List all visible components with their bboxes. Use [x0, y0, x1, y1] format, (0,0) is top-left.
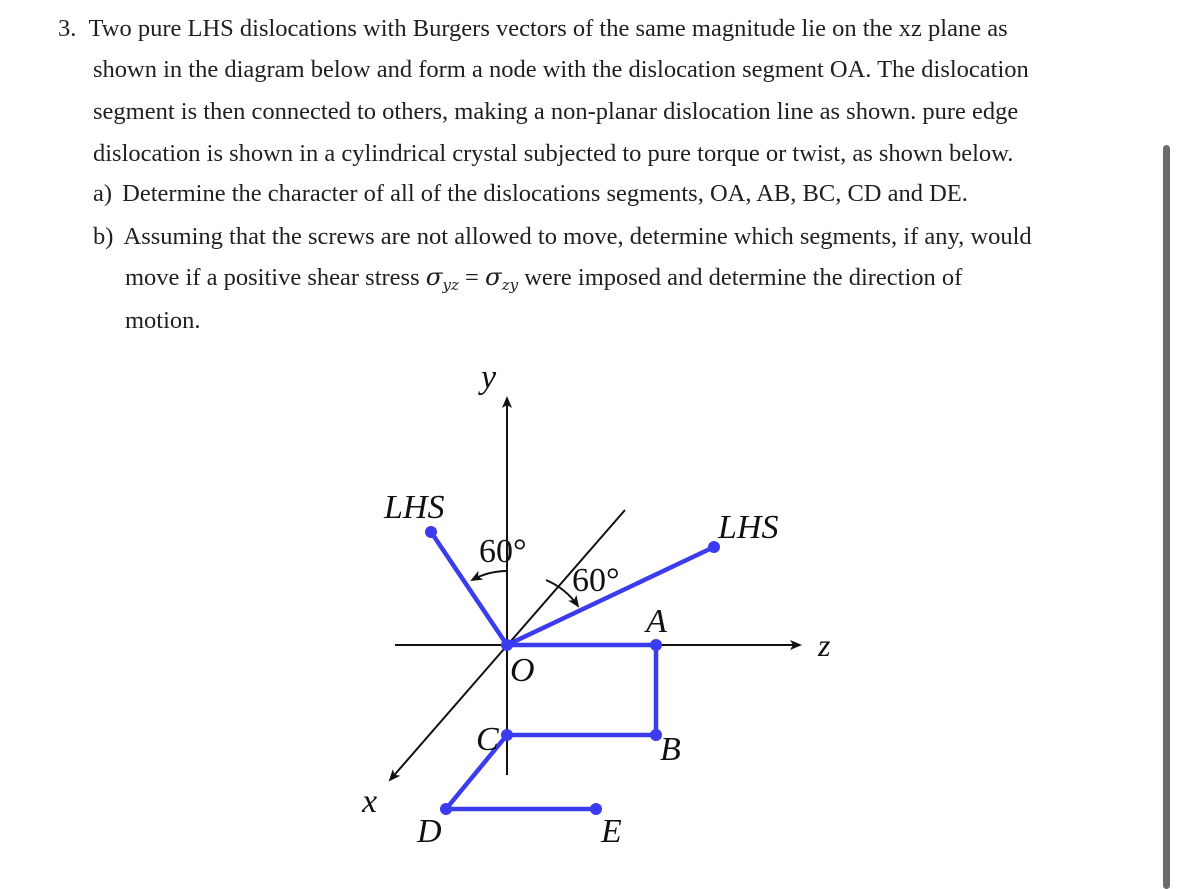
angle-arc-left	[472, 571, 507, 580]
equals-sign: =	[458, 264, 485, 291]
part-a-text: Determine the character of all of the dislocations segments, OA, AB, BC, CD and DE.	[122, 180, 968, 207]
subscript-zy: zy	[501, 276, 519, 294]
question-number: 3.	[58, 15, 77, 42]
point-e-label: E	[601, 813, 622, 850]
question-text-2: shown in the diagram below and form a node with the dislocation segment OA. The dislocation	[93, 56, 1029, 83]
vertical-scrollbar[interactable]	[1163, 145, 1170, 889]
angle-right-label: 60°	[572, 562, 620, 599]
point-a-label: A	[646, 603, 667, 640]
node-lhs-left-end	[425, 526, 437, 538]
question-text-1: Two pure LHS dislocations with Burgers vectors of the same magnitude lie on the xz plane as	[88, 15, 1008, 42]
node-o	[501, 639, 513, 651]
lhs-left-label: LHS	[384, 489, 445, 526]
node-c	[501, 729, 513, 741]
point-d-label: D	[417, 813, 442, 850]
question-text-4: dislocation is shown in a cylindrical crystal subjected to pure torque or twist, as shown below.	[93, 140, 1014, 167]
axis-z-label: z	[818, 627, 831, 663]
point-c-label: C	[476, 721, 499, 758]
point-b-label: B	[660, 731, 681, 768]
axis-x-label: x	[362, 783, 378, 820]
part-b-text-2-post: were imposed and determine the direction of	[518, 264, 963, 291]
node-a	[650, 639, 662, 651]
part-b-label: b)	[93, 223, 114, 250]
segments-cd-de	[446, 735, 596, 809]
axis-y-label: y	[481, 359, 497, 396]
node-d	[440, 803, 452, 815]
question-text-3: segment is then connected to others, making a non-planar dislocation line as shown. pure edge	[93, 98, 1019, 125]
lhs-right-label: LHS	[718, 509, 779, 546]
angle-left-label: 60°	[479, 533, 527, 570]
part-b-text-3: motion.	[125, 307, 201, 334]
part-b-text-2-pre: move if a positive shear stress	[125, 264, 426, 291]
point-o-label: O	[510, 652, 535, 689]
part-a-label: a)	[93, 180, 113, 207]
part-b-text-1: Assuming that the screws are not allowed to move, determine which segments, if any, would	[123, 223, 1032, 250]
sigma-symbol-2: σ	[484, 262, 502, 291]
subscript-yz: yz	[442, 276, 459, 294]
sigma-symbol-1: σ	[425, 262, 443, 291]
